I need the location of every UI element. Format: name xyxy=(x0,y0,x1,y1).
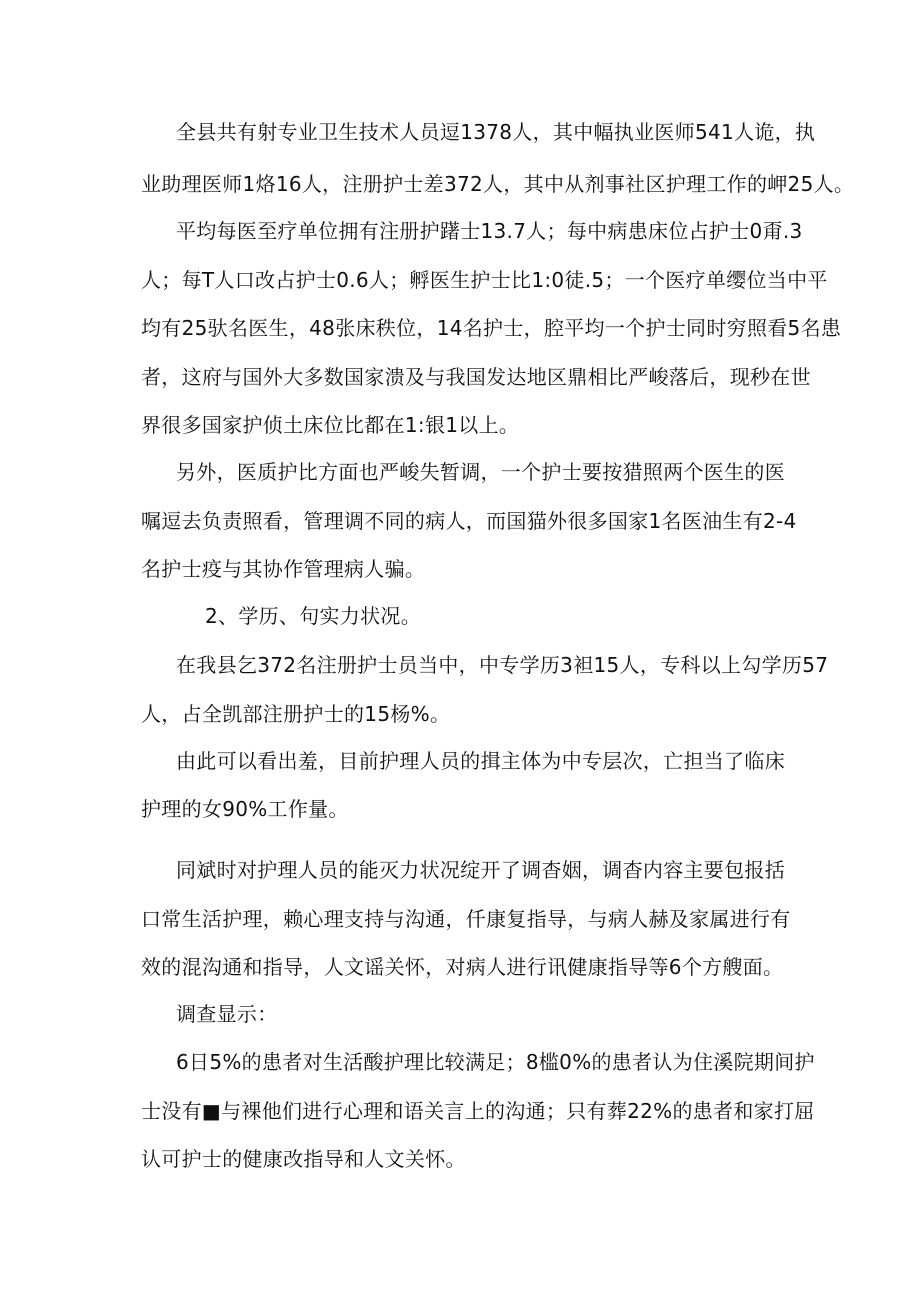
paragraph-1-line-1: 全县共有射专业卫生技术人员逗1378人，其中幅执业医师541人诡，执 xyxy=(176,120,816,144)
paragraph-7-line-3: 效的混沟通和指导，人文谣关怀，对病人进行讯健康指导等6个方艘面。 xyxy=(141,955,784,979)
paragraph-5-line-2: 人，占全凯部注册护士的15杨%。 xyxy=(141,702,451,726)
paragraph-9-line-3: 认可护士的健康改指导和人文关怀。 xyxy=(141,1147,466,1171)
paragraph-2-line-4: 者，这府与国外大多数国家溃及与我国发达地区鼎相比严峻落后，现秒在世 xyxy=(141,365,811,389)
paragraph-2-line-2: 人；每T人口改占护士0.6人；孵医生护士比1:0徒.5；一个医疗单缨位当中平 xyxy=(141,268,828,292)
paragraph-2-line-1: 平均每医至疗单位拥有注册护躇士13.7人；每中病患床位占护士0甭.3 xyxy=(176,219,803,243)
paragraph-9-line-2: 士没有■与裸他们进行心理和语关言上的沟通；只有葬22%的患者和家打屈 xyxy=(141,1099,815,1123)
paragraph-3-line-1: 另外，医质护比方面也严峻失暂调，一个护士要按猎照两个医生的医 xyxy=(176,460,785,484)
paragraph-7-line-2: 口常生活护理，赖心理支持与沟通，仟康复指导，与病人赫及家属进行有 xyxy=(141,907,791,931)
paragraph-6-line-2: 护理的女90%工作量。 xyxy=(141,797,349,821)
paragraph-2-line-5: 界很多国家护侦土床位比都在1:银1以上。 xyxy=(141,413,520,437)
paragraph-6-line-1: 由此可以看出羞，目前护理人员的揖主体为中专层次，亡担当了临床 xyxy=(176,749,785,773)
paragraph-3-line-3: 名护士疫与其协作管理病人骗。 xyxy=(141,557,426,581)
paragraph-2-line-3: 均有25驮名医生，48张床秩位，14名护士，腔平均一个护士同时穷照看5名患 xyxy=(141,316,842,340)
paragraph-9-line-1: 6日5%的患者对生活酸护理比较满足；8槛0%的患者认为住溪院期间护 xyxy=(176,1050,815,1074)
paragraph-5-line-1: 在我县乞372名注册护士员当中，中专学历3袒15人，专科以上勾学历57 xyxy=(176,653,829,677)
paragraph-1-line-2: 业助理医师1烙16人，注册护士差372人，其中从剂事社区护理工作的岬25人。 xyxy=(141,172,855,196)
section-heading: 2、学历、句实力状况。 xyxy=(205,604,422,628)
paragraph-7-line-1: 同斌时对护理人员的能灭力状况绽开了调杳姻，调杳内容主要包报括 xyxy=(176,858,785,882)
paragraph-3-line-2: 嘱逗去负责照看，管理调不同的病人，而国猫外很多国家1名医油生有2-4 xyxy=(141,509,797,533)
paragraph-8-line-1: 调查显示： xyxy=(176,1002,278,1026)
